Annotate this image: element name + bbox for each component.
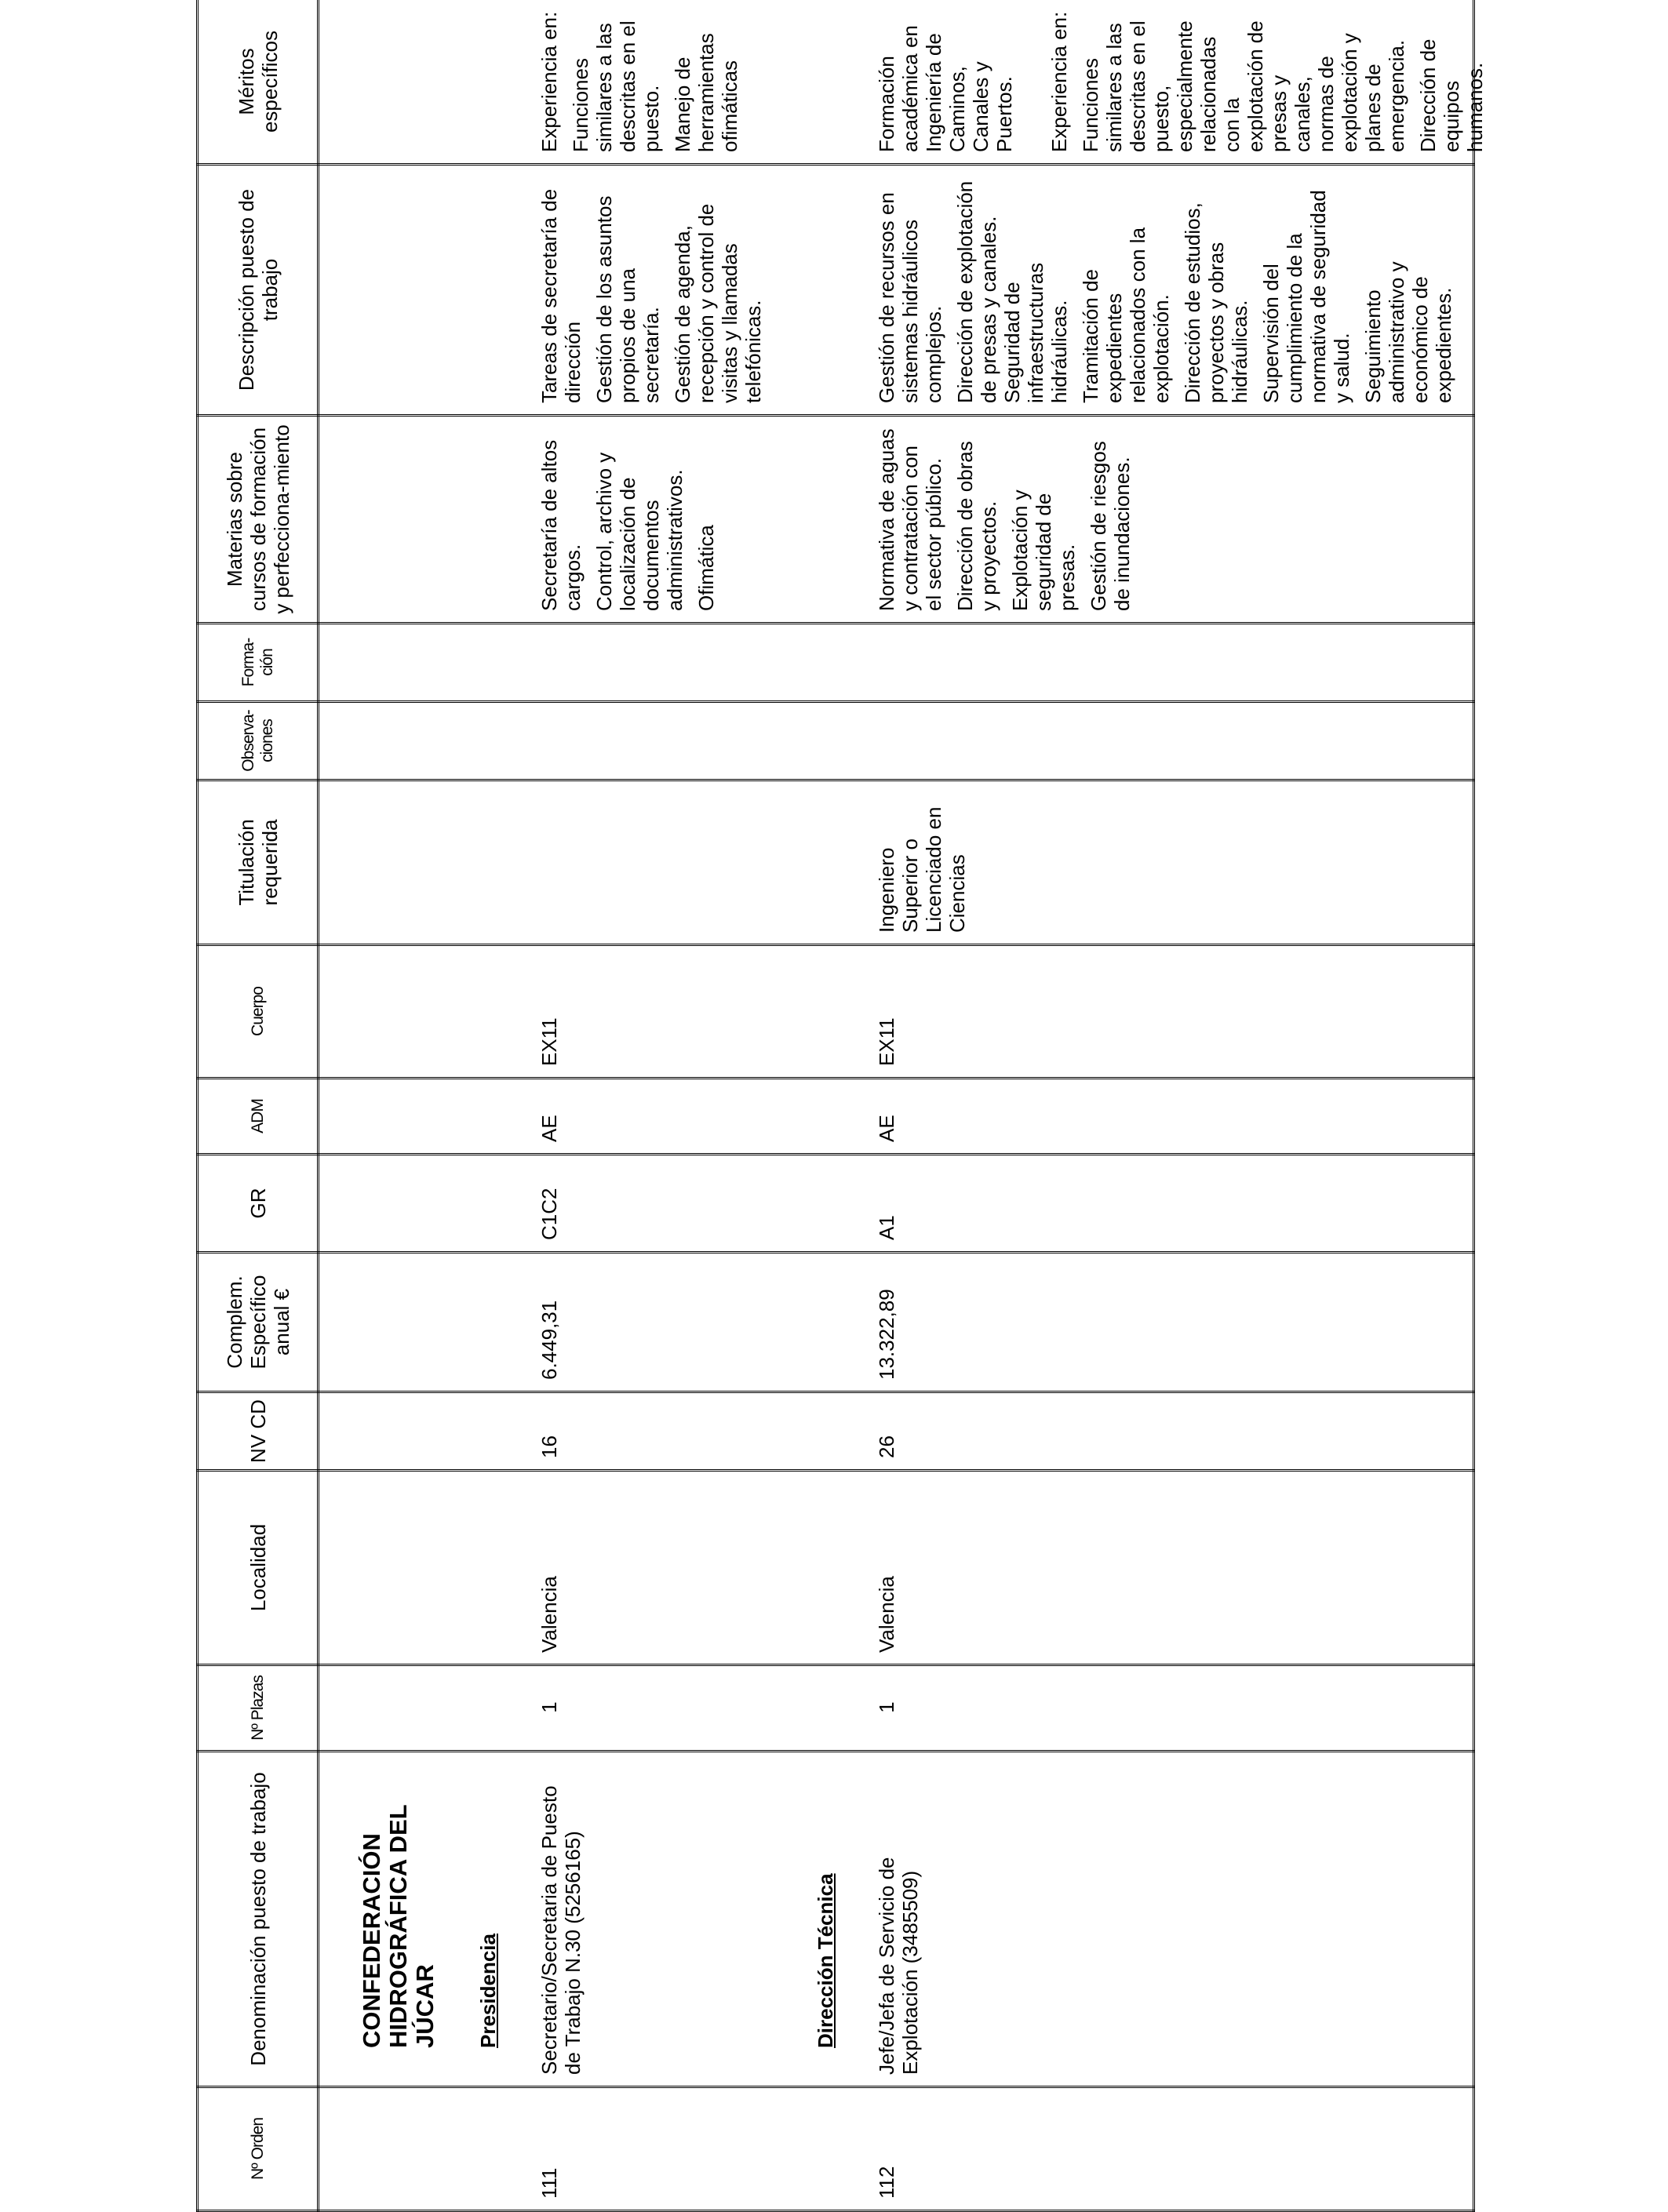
header-row [198,0,319,2211]
list-item: Normativa de aguas y contratación con el sector público. [875,428,945,611]
rotated-table-wrapper [196,0,1487,2212]
col-observaciones [319,702,1474,780]
list-item: Dirección de equipos humanos. [1416,38,1487,152]
localidad-111: Valencia [537,1576,561,1653]
list-item: Supervisión del cumplimiento de la normativa de seguridad y salud. [1259,190,1353,403]
header-plazas: Nº Plazas [198,1665,319,1752]
plazas-111: 1 [537,1701,561,1713]
col-titulacion [319,780,1474,945]
descripcion-112 [875,175,1463,403]
cuerpo-111: EX11 [537,1017,561,1066]
body-row [319,0,1474,2211]
header-descripcion: Descripción puesto de trabajo [198,165,319,416]
list-item: Dirección de obras y proyectos. [953,441,1000,611]
list-item: Funciones similares a las descritas en el puesto. [569,20,663,152]
list-item: Formación académica en Ingeniería de Caminos, Canales y Puertos. [875,25,1016,152]
adm-112: AE [875,1115,898,1142]
list-item: Ofimática [694,525,718,611]
positions-table [196,0,1487,2212]
list-item: Manejo de herramientas ofimáticas [671,33,741,152]
header-adm: ADM [198,1079,319,1155]
denominacion-112: Jefe/Jefa de Servicio de Explotación (3485509) [875,1857,922,2075]
list-item: Funciones similares a las descritas en el puesto, especialmente relacionadas con la explotación de presas y canales, normas de explotación y planes de emergencia. [1079,20,1408,152]
list-item: Gestión de recursos en sistemas hidráulicos complejos. [875,192,945,403]
header-nv-cd: NV CD [198,1392,319,1471]
meritos-112 [875,9,1495,152]
section-presidencia: Presidencia [476,1934,500,2048]
denominacion-111: Secretario/Secretaria de Puesto de Trabajo N.30 (5256165) [537,1785,585,2075]
titulacion-112: Ingeniero Superior o Licenciado en Ciencias [875,806,969,933]
col-adm [319,1079,1474,1155]
list-item: Dirección de estudios, proyectos y obras hidráulicas. [1181,202,1251,403]
list-item: Control, archivo y localización de documentos administrativos. [592,452,687,611]
header-denominacion: Denominación puesto de trabajo [198,1752,319,2087]
materias-111 [537,426,726,611]
complemento-112: 13.322,89 [875,1289,898,1380]
list-item: Dirección de explotación de presas y canales. Seguridad de infraestructuras hidráulicas. [953,180,1071,403]
nv-cd-112: 26 [875,1435,898,1458]
list-item: Experiencia en: [1047,11,1071,152]
localidad-112: Valencia [875,1576,898,1653]
orden-111: 111 [537,2167,561,2199]
header-meritos: Méritos específicos [198,0,319,165]
col-cuerpo [319,945,1474,1079]
col-descripcion [319,165,1474,416]
header-orden: Nº Orden [198,2087,319,2211]
header-formacion: Forma-ción [198,624,319,702]
col-localidad [319,1471,1474,1665]
list-item: Tramitación de expedientes relacionados con la explotación. [1079,227,1173,403]
materias-112 [875,426,1142,611]
col-materias [319,416,1474,624]
gr-112: A1 [875,1215,898,1240]
list-item: Gestión de los asuntos propios de una secretaría. [592,195,663,403]
list-item: Gestión de agenda, recepción y control de visitas y llamadas telefónicas. [671,203,765,403]
list-item: Explotación y seguridad de presas. [1008,489,1079,611]
header-complemento: Complem. Específico anual € [198,1253,319,1392]
header-gr: GR [198,1155,319,1253]
header-localidad: Localidad [198,1471,319,1665]
list-item [1024,9,1040,152]
complemento-111: 6.449,31 [537,1300,561,1380]
adm-111: AE [537,1115,561,1142]
col-meritos [319,0,1487,165]
nv-cd-111: 16 [537,1435,561,1458]
col-nv-cd [319,1392,1474,1471]
col-denominacion [319,1752,1474,2087]
list-item: Tareas de secretaría de dirección [537,188,585,403]
organization-title: CONFEDERACIÓN HIDROGRÁFICA DEL JÚCAR [358,1805,439,2048]
cuerpo-112: EX11 [875,1017,898,1066]
list-item: Experiencia en: [537,11,561,152]
meritos-111 [537,9,749,152]
list-item: Gestión de riesgos de inundaciones. [1087,441,1134,611]
descripcion-111 [537,175,773,403]
header-materias: Materias sobre cursos de formación y perfecciona-miento [198,416,319,624]
plazas-112: 1 [875,1701,898,1713]
header-observaciones: Observa-ciones [198,702,319,780]
col-complemento [319,1253,1474,1392]
list-item: Secretaría de altos cargos. [537,439,585,611]
col-gr [319,1155,1474,1253]
header-titulacion: Titulación requerida [198,780,319,945]
col-orden [319,2087,1474,2211]
header-cuerpo: Cuerpo [198,945,319,1079]
section-direccion-tecnica: Dirección Técnica [814,1873,837,2048]
col-plazas [319,1665,1474,1752]
orden-112: 112 [875,2166,898,2199]
col-formacion [319,624,1474,702]
gr-111: C1C2 [537,1188,561,1240]
list-item: Seguimiento administrativo y económico de expedientes. [1361,261,1455,403]
